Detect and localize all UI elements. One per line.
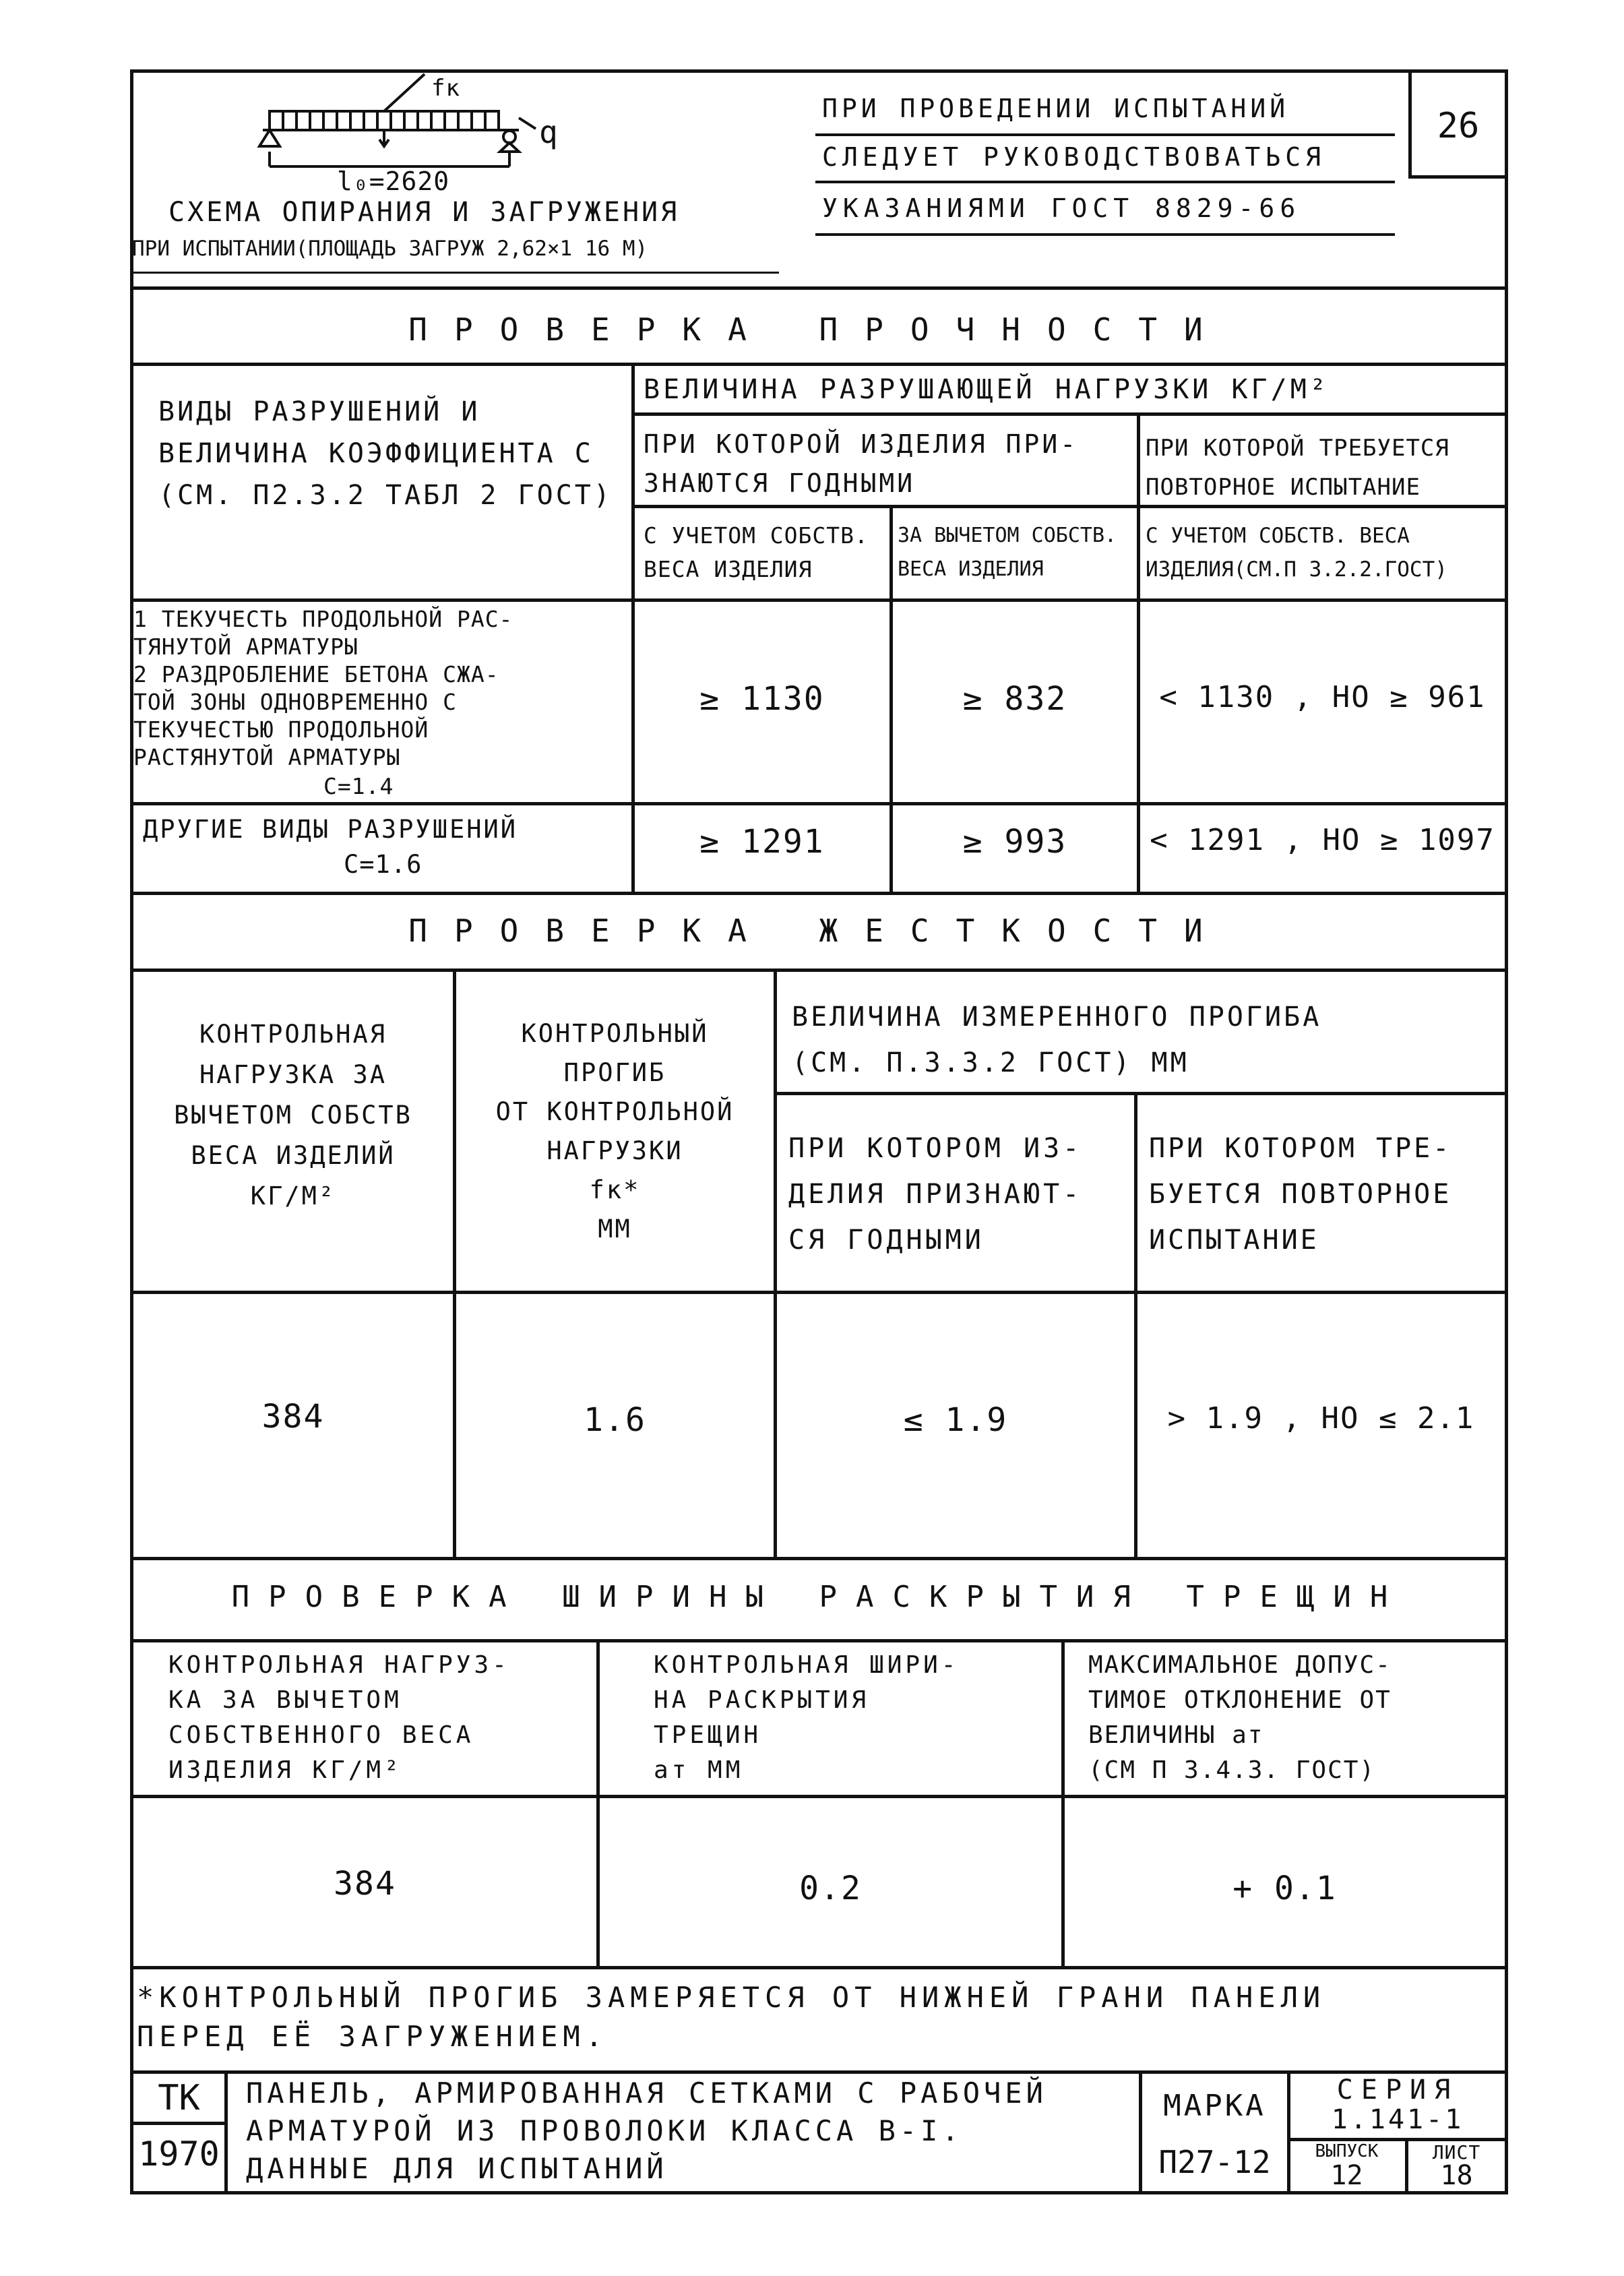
strength-row1-desc: 1 ТЕКУЧЕСТЬ ПРОДОЛЬНОЙ РАС- ТЯНУТОЙ АРМАТУРЫ 2 РАЗДРОБЛЕНИЕ БЕТОНА СЖА- ТОЙ ЗОНЫ ОДНОВРЕМЕННО С ТЕКУЧЕСТЬЮ ПРОДОЛЬНОЙ РАСТЯНУТОЙ АРМАТУРЫ <box>133 606 513 770</box>
crack-value-width: 0.2 <box>799 1870 862 1907</box>
crack-bottom-line <box>130 1966 1508 1969</box>
strength-row1-without: ≥ 832 <box>962 680 1067 718</box>
titleblock-org-line <box>130 2122 224 2125</box>
span-label: l₀=2620 <box>337 166 450 196</box>
load-label-fk: fк <box>431 75 460 102</box>
stiffness-title: ПРОВЕРКА ЖЕСТКОСТИ <box>408 913 1230 949</box>
note-underline-2 <box>815 181 1395 183</box>
crack-value-load: 384 <box>334 1865 396 1903</box>
crack-title: ПРОВЕРКА ШИРИНЫ РАСКРЫТИЯ ТРЕЩИН <box>231 1580 1407 1614</box>
crack-header-line <box>130 1639 1508 1642</box>
note-underline-3 <box>815 233 1395 236</box>
note-line-1: ПРИ ПРОВЕДЕНИИ ИСПЫТАНИЙ <box>822 94 1290 123</box>
stiffness-value-good: ≤ 1.9 <box>903 1401 1008 1439</box>
stiffness-header-line <box>130 968 1508 972</box>
strength-header-line <box>130 363 1508 366</box>
strength-col-failure: ВИДЫ РАЗРУШЕНИЙ И ВЕЛИЧИНА КОЭФФИЦИЕНТА С (СМ. П2.3.2 ТАБЛ 2 ГОСТ) <box>158 396 613 511</box>
titleblock-sheet-value: 18 <box>1440 2160 1473 2191</box>
strength-header-bottom <box>130 598 1508 602</box>
strength-col-good: ПРИ КОТОРОЙ ИЗДЕЛИЯ ПРИ- ЗНАЮТСЯ ГОДНЫМИ <box>644 429 1079 498</box>
stiffness-value-load: 384 <box>261 1398 325 1436</box>
page-box-bottom <box>1408 175 1508 179</box>
crack-v2 <box>1061 1639 1065 1969</box>
strength-sub-with: С УЧЕТОМ СОБСТВ. ВЕСА ИЗДЕЛИЯ <box>644 522 869 582</box>
strength-load-line <box>631 412 1508 416</box>
titleblock-name: ПАНЕЛЬ, АРМИРОВАННАЯ СЕТКАМИ С РАБОЧЕЙ АРМАТУРОЙ ИЗ ПРОВОЛОКИ КЛАССА В-I. ДАННЫЕ ДЛЯ ИСПЫТАНИЙ <box>246 2077 1047 2185</box>
strength-title: ПРОВЕРКА ПРОЧНОСТИ <box>408 311 1230 348</box>
footnote: *КОНТРОЛЬНЫЙ ПРОГИБ ЗАМЕРЯЕТСЯ ОТ НИЖНЕЙ ГРАНИ ПАНЕЛИ ПЕРЕД ЕЁ ЗАГРУЖЕНИЕМ. <box>137 1981 1326 2053</box>
load-label-q: q <box>539 114 558 150</box>
strength-row2-desc: ДРУГИЕ ВИДЫ РАЗРУШЕНИЙ <box>143 815 518 844</box>
strength-v3 <box>1137 412 1140 895</box>
crack-col-load: КОНТРОЛЬНАЯ НАГРУЗ- КА ЗА ВЫЧЕТОМ СОБСТВЕННОГО ВЕСА ИЗДЕЛИЯ КГ/М² <box>168 1651 510 1784</box>
stiffness-v3 <box>1134 1092 1137 1560</box>
titleblock-issue-label: ВЫПУСК <box>1315 2141 1379 2161</box>
crack-col-deviation: МАКСИМАЛЬНОЕ ДОПУС- ТИМОЕ ОТКЛОНЕНИЕ ОТ ВЕЛИЧИНЫ aт (СМ П 3.4.3. ГОСТ) <box>1088 1651 1392 1784</box>
strength-row1-coef: С=1.4 <box>323 773 394 799</box>
stiffness-col-load: КОНТРОЛЬНАЯ НАГРУЗКА ЗА ВЫЧЕТОМ СОБСТВ ВЕСА ИЗДЕЛИЙ КГ/М² <box>174 1020 412 1210</box>
strength-v1 <box>631 363 635 895</box>
strength-sub-without: ЗА ВЫЧЕТОМ СОБСТВ. ВЕСА ИЗДЕЛИЯ <box>898 524 1117 581</box>
titleblock-issue-value: 12 <box>1330 2160 1363 2191</box>
note-line-2: СЛЕДУЕТ РУКОВОДСТВОВАТЬСЯ <box>822 142 1325 172</box>
crack-v1 <box>596 1639 600 1969</box>
titleblock-mark-label: МАРКА <box>1163 2089 1266 2123</box>
stiffness-value-deflection: 1.6 <box>584 1401 646 1439</box>
stiffness-value-retest: > 1.9 , НО ≤ 2.1 <box>1167 1401 1475 1436</box>
crack-value-deviation: + 0.1 <box>1232 1870 1337 1907</box>
stiffness-v2 <box>774 968 777 1560</box>
stiffness-sub-line <box>774 1092 1508 1095</box>
crack-header-bottom <box>130 1795 1508 1798</box>
strength-row-line <box>130 802 1508 805</box>
scheme-caption-line2: ПРИ ИСПЫТАНИИ(ПЛОЩАДЬ ЗАГРУЖ 2,62×1 16 М) <box>132 237 648 261</box>
titleblock-year: 1970 <box>138 2134 220 2174</box>
strength-bottom-line <box>130 892 1508 895</box>
titleblock-series-label: СЕРИЯ <box>1336 2074 1459 2105</box>
titleblock-v-org <box>224 2070 228 2194</box>
note-line-3: УКАЗАНИЯМИ ГОСТ 8829-66 <box>822 193 1301 223</box>
strength-row2-without: ≥ 993 <box>962 823 1067 861</box>
titleblock-mark-value: П27-12 <box>1158 2144 1271 2180</box>
stiffness-header-bottom <box>130 1291 1508 1294</box>
page-number: 26 <box>1437 106 1480 146</box>
note-underline-1 <box>815 133 1395 136</box>
stiffness-col-deflection: КОНТРОЛЬНЫЙ ПРОГИБ ОТ КОНТРОЛЬНОЙ НАГРУЗКИ fк* ММ <box>495 1019 735 1243</box>
scheme-caption-line1: СХЕМА ОПИРАНИЯ И ЗАГРУЖЕНИЯ <box>168 197 680 228</box>
strength-row1-with: ≥ 1130 <box>699 680 825 718</box>
strength-row2-with: ≥ 1291 <box>699 823 825 861</box>
stiffness-col-retest: ПРИ КОТОРОМ ТРЕ- БУЕТСЯ ПОВТОРНОЕ ИСПЫТАНИЕ <box>1149 1133 1452 1256</box>
stiffness-col-measured: ВЕЛИЧИНА ИЗМЕРЕННОГО ПРОГИБА (СМ. П.3.3.2 ГОСТ) ММ <box>792 1002 1322 1078</box>
crack-col-width: КОНТРОЛЬНАЯ ШИРИ- НА РАСКРЫТИЯ ТРЕЩИН aт ММ <box>654 1651 960 1784</box>
frame-right <box>1505 69 1508 2194</box>
strength-row2-retest: < 1291 , НО ≥ 1097 <box>1150 823 1495 857</box>
strength-row2-coef: С=1.6 <box>344 850 423 879</box>
titleblock-top-line <box>130 2070 1508 2074</box>
strength-top-line <box>130 286 1508 290</box>
titleblock-sheet-label: ЛИСТ <box>1432 2141 1481 2163</box>
strength-row1-retest: < 1130 , НО ≥ 961 <box>1159 680 1486 714</box>
caption-underline <box>132 272 779 274</box>
stiffness-col-good: ПРИ КОТОРОМ ИЗ- ДЕЛИЯ ПРИЗНАЮТ- СЯ ГОДНЫМИ <box>788 1133 1083 1256</box>
frame-bottom <box>130 2191 1508 2194</box>
titleblock-series-value: 1.141-1 <box>1331 2104 1464 2135</box>
strength-sub-retest: С УЧЕТОМ СОБСТВ. ВЕСА ИЗДЕЛИЯ(СМ.П 3.2.2.ГОСТ) <box>1146 524 1447 582</box>
strength-col-load: ВЕЛИЧИНА РАЗРУШАЮЩЕЙ НАГРУЗКИ КГ/М² <box>644 374 1330 405</box>
stiffness-bottom-line <box>130 1557 1508 1560</box>
strength-col-retest: ПРИ КОТОРОЙ ТРЕБУЕТСЯ ПОВТОРНОЕ ИСПЫТАНИЕ <box>1146 435 1449 501</box>
titleblock-org: ТК <box>158 2078 200 2118</box>
